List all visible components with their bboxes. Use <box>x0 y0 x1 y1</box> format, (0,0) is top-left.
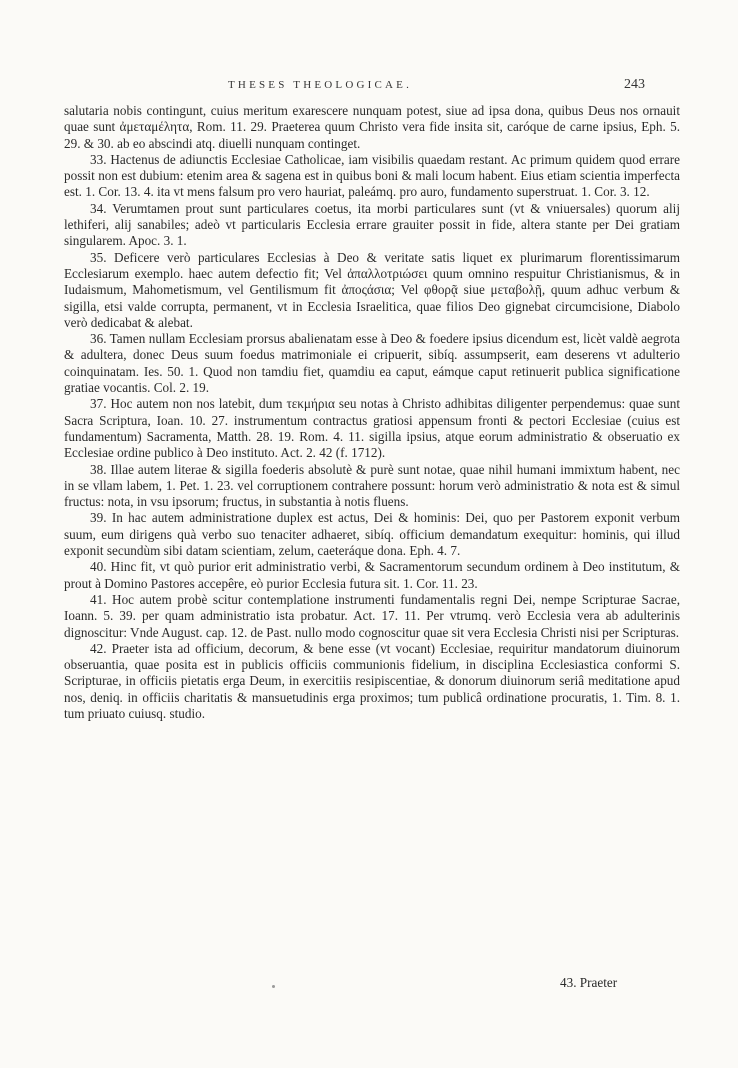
thesis-40: 40. Hinc fit, vt quò purior erit administratio verbi, & Sacramentorum secundum ordinem à Deo institutum, & prout à Domino Pastores accepêre, eò purior Ecclesia futura sit. 1. Cor. 11. 23. <box>64 559 680 591</box>
thesis-37: 37. Hoc autem non nos latebit, dum τεκμήρια seu notas à Christo adhibitas diligenter perpendemus: quae sunt Sacra Scriptura, Ioan. 10. 27. instrumentum contractus gratiosi appensum fronti & pectori Ecclesiae (cuius est fundamentum) Sacramenta, Matth. 28. 19. Rom. 4. 11. sigilla ipsius, atque eorum administratio & obseruatio ex Ecclesiae ordine publico à Deo instituto. Act. 2. 42 (f. 1712). <box>64 396 680 461</box>
thesis-38: 38. Illae autem literae & sigilla foederis absolutè & purè sunt notae, quae nihil humani immixtum habent, nec in se vllam labem, 1. Pet. 1. 23. vel corruptionem contrahere possunt: horum verò administratio & nota est & simul fructus: nota, in vsu ipsorum; fructus, in substantia à notis fluens. <box>64 461 680 510</box>
thesis-36: 36. Tamen nullam Ecclesiam prorsus abalienatam esse à Deo & foedere ipsius dicendum est, licèt valdè aegrota & adultera, donec Deus suum foedus matrimoniale ei cripuerit, sibíq. assumpserit, eam deserens vt adulterio coinquinatam. Ies. 50. 1. Quod non tamdiu fiet, quamdiu ea caput, eámque caput retinuerit publica significatione gratiae vocantis. Col. 2. 19. <box>64 331 680 396</box>
thesis-41: 41. Hoc autem probè scitur contemplatione instrumenti fundamentalis regni Dei, nempe Scripturae Sacrae, Ioann. 5. 39. per quam administratio ista probatur. Act. 17. 11. Per vtrumq. verò Ecclesia vera ab adulterinis dignoscitur: Vnde August. cap. 12. de Past. nullo modo cognoscitur quae sit vera Ecclesia Christi nisi per Scripturas. <box>64 591 680 640</box>
paragraph-continuation: salutaria nobis contingunt, cuius meritum exarescere nunquam potest, siue ad ipsa dona, quibus Deus nos ornauit quae sunt ἀμεταμέλητα, Rom. 11. 29. Praeterea quum Christo vera fide insita sit, caróque de carne ipsius, Eph. 5. 29. & 30. ab eo abscindi atq. diuelli nunquam continget. <box>64 103 680 151</box>
thesis-35: 35. Deficere verò particulares Ecclesias à Deo & veritate satis liquet ex plurimarum florentissimarum Ecclesiarum exemplo. haec autem defectio fit; Vel ἀπαλλοτριώσει quum omnino respuitur Christianismus, & in Iudaismum, Mahometismum, vel Gentilismum fit ἀποςάσια; Vel φθορᾷ siue μεταβολῇ, quum adhuc verbum & sigilla, etsi valde corrupta, permanent, vt in Ecclesia Israelitica, quae filios Deo gignebat circumcisione, Diabolo verò dedicabat & alebat. <box>64 249 680 330</box>
thesis-33: 33. Hactenus de adiunctis Ecclesiae Catholicae, iam visibilis quaedam restant. Ac primum quidem quod errare possit non est dubium: etenim area & sagena est in quibus boni & mali locum habent. Eius etiam scientia imperfecta est. 1. Cor. 13. 4. ita vt mens falsum pro vero hauriat, paleámq. pro auro, fundamento superstruat. 1. Cor. 3. 12. <box>64 151 680 200</box>
running-head: THESES THEOLOGICAE. <box>228 79 413 91</box>
thesis-39: 39. In hac autem administratione duplex est actus, Dei & hominis: Dei, quo per Pastorem exponit verbum suum, eum dirigens quà verbo suo tenaciter adhaeret, sibíq. officium demandatum exequitur: hominis, qui illud exponit secundùm sibi datam scientiam, zelum, caeteráque dona. Eph. 4. 7. <box>64 510 680 559</box>
body-text <box>64 103 680 722</box>
thesis-34: 34. Verumtamen prout sunt particulares coetus, ita morbi particulares sunt (vt & vniuersales) quorum alij lethiferi, alij sanabiles; adeò vt particularis Ecclesia errare grauiter possit in fide, altera stante per Dei gratiam singularem. Apoc. 3. 1. <box>64 200 680 249</box>
page-number: 243 <box>624 77 645 92</box>
page-header <box>0 79 738 99</box>
paper-speck <box>272 985 275 988</box>
catchword: 43. Praeter <box>560 975 618 990</box>
thesis-42: 42. Praeter ista ad officium, decorum, & bene esse (vt vocant) Ecclesiae, requiritur mandatorum diuinorum obseruantia, quae posita est in publicis officiis communionis fidelium, in disciplina Ecclesiastica conformi S. Scripturae, in officiis pietatis erga Deum, in exercitiis resipiscentiae, & donorum diuinorum seriâ meditatione apud nos, deniq. in officiis charitatis & mansuetudinis erga proximos; tum publicâ ordinatione procuratis, 1. Tim. 8. 1. tum priuato cuiusq. studio. <box>64 640 680 721</box>
